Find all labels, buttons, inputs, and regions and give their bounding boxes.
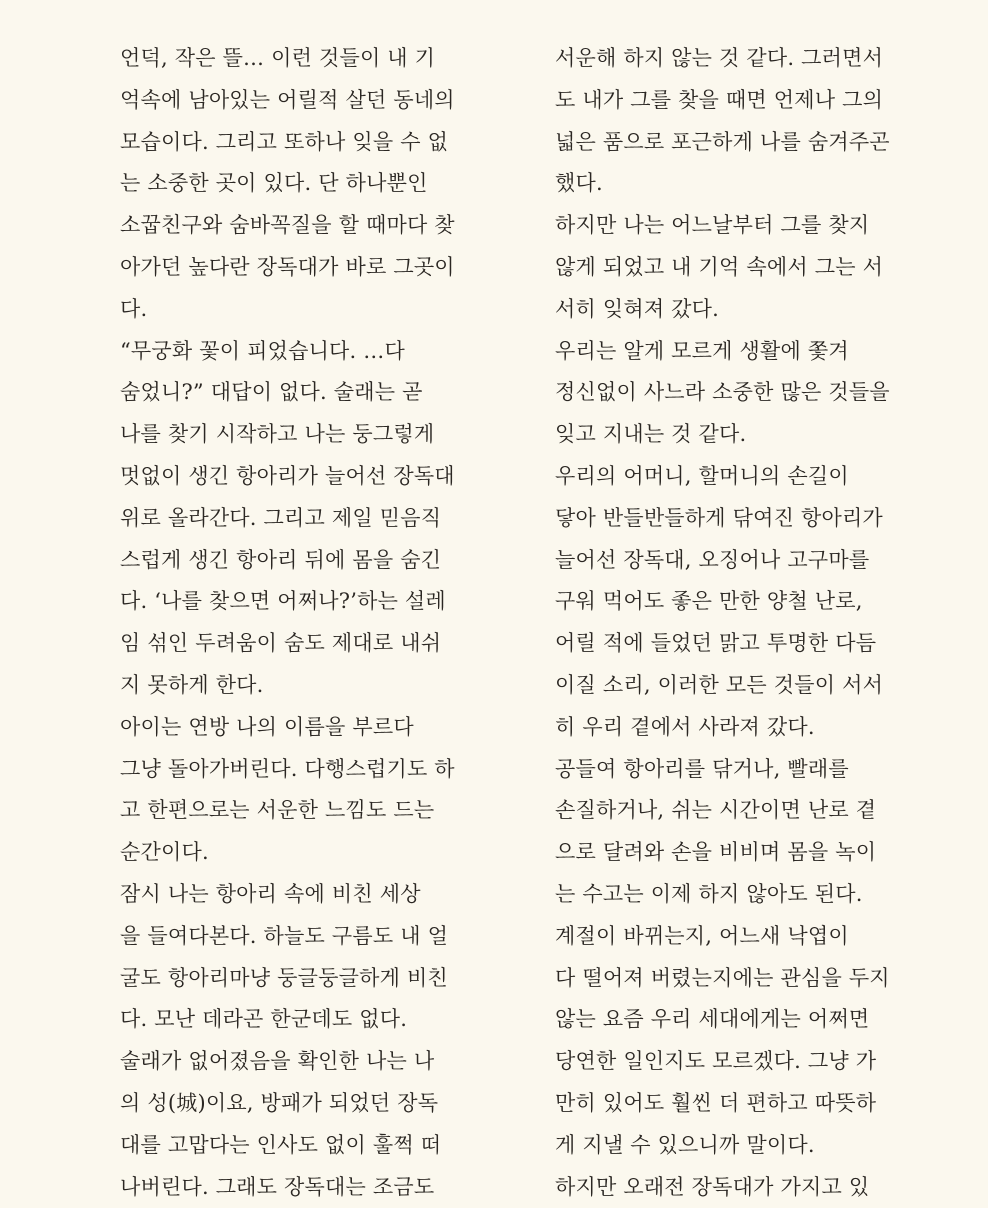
text-line: 나를 찾기 시작하고 나는 둥그렇게 <box>120 422 435 447</box>
text-line: 정신없이 사느라 소중한 많은 것들을 <box>555 380 890 405</box>
text-line: 손질하거나, 쉬는 시간이면 난로 곁 <box>555 798 877 823</box>
text-line: 소꿉친구와 숨바꼭질을 할 때마다 찾 <box>120 213 455 238</box>
text-line: 않게 되었고 내 기억 속에서 그는 서 <box>555 254 884 279</box>
text-line: 우리의 어머니, 할머니의 손길이 <box>555 463 849 488</box>
text-line: 구워 먹어도 좋은 만한 양철 난로, <box>555 589 863 614</box>
text-line: 아가던 높다란 장독대가 바로 그곳이 <box>120 254 455 279</box>
text-line: 으로 달려와 손을 비비며 몸을 녹이 <box>555 840 877 865</box>
text-line: 닿아 반들반들하게 닦여진 항아리가 <box>555 505 883 530</box>
text-line: 당연한 일인지도 모르겠다. 그냥 가 <box>555 1049 877 1074</box>
text-line: 다 떨어져 버렸는지에는 관심을 두지 <box>555 965 890 990</box>
text-line: 언덕, 작은 뜰… 이런 것들이 내 기 <box>120 46 436 70</box>
text-line: 서운해 하지 않는 것 같다. 그러면서 <box>555 46 884 70</box>
text-line: 어릴 적에 들었던 맑고 투명한 다듬 <box>555 631 877 656</box>
text-line: 는 소중한 곳이 있다. 단 하나뿐인 <box>120 171 428 196</box>
text-line: 만히 있어도 훨씬 더 편하고 따뜻하 <box>555 1090 877 1115</box>
text-line: 우리는 알게 모르게 생활에 쫓겨 <box>555 338 849 363</box>
text-line: 도 내가 그를 찾을 때면 언제나 그의 <box>555 87 884 112</box>
text-line: 스럽게 생긴 항아리 뒤에 몸을 숨긴 <box>120 547 442 572</box>
text-line: 하지만 나는 어느날부터 그를 찾지 <box>555 213 870 238</box>
text-line: 서히 잊혀져 갔다. <box>555 296 720 321</box>
text-line: 이질 소리, 이러한 모든 것들이 서서 <box>555 672 884 697</box>
text-line: 멋없이 생긴 항아리가 늘어선 장독대 <box>120 463 455 488</box>
text-line: 계절이 바뀌는지, 어느새 낙엽이 <box>555 923 849 948</box>
text-line: 다. <box>120 296 148 321</box>
text-line: 지 못하게 한다. <box>120 672 264 697</box>
text-line: 늘어선 장독대, 오징어나 고구마를 <box>555 547 870 572</box>
text-line: 술래가 없어졌음을 확인한 나는 나 <box>120 1049 435 1074</box>
text-line: 그냥 돌아가버린다. 다행스럽기도 하 <box>120 756 455 781</box>
text-line: 고 한편으로는 서운한 느낌도 드는 <box>120 798 435 823</box>
text-line: 대를 고맙다는 인사도 없이 훌쩍 떠 <box>120 1132 442 1157</box>
text-line: 나버린다. 그래도 장독대는 조금도 <box>120 1174 435 1199</box>
text-line: “무궁화 꽃이 피었습니다. …다 <box>120 338 405 363</box>
text-line: 임 섞인 두려움이 숨도 제대로 내쉬 <box>120 631 442 656</box>
text-line: 공들여 항아리를 닦거나, 빨래를 <box>555 756 849 781</box>
left-text-column <box>120 38 492 1208</box>
text-line: 했다. <box>555 171 603 196</box>
text-line: 다. ‘나를 찾으면 어쩌나?’하는 설레 <box>120 589 446 614</box>
text-line: 잊고 지내는 것 같다. <box>555 422 747 447</box>
text-line: 히 우리 곁에서 사라져 갔다. <box>555 714 815 739</box>
text-line: 위로 올라간다. 그리고 제일 믿음직 <box>120 505 442 530</box>
text-line: 잠시 나는 항아리 속에 비친 세상 <box>120 881 421 906</box>
text-line: 넓은 품으로 포근하게 나를 숨겨주곤 <box>555 129 890 154</box>
text-line: 의 성(城)이요, 방패가 되었던 장독 <box>120 1090 439 1115</box>
text-line: 숨었니?” 대답이 없다. 술래는 곧 <box>120 380 423 405</box>
text-line: 게 지낼 수 있으니까 말이다. <box>555 1132 815 1157</box>
text-line: 을 들여다본다. 하늘도 구름도 내 얼 <box>120 923 449 948</box>
text-line: 굴도 항아리마냥 둥글둥글하게 비친 <box>120 965 448 990</box>
right-text-column <box>555 38 927 1208</box>
text-line: 는 수고는 이제 하지 않아도 된다. <box>555 881 863 906</box>
text-line: 모습이다. 그리고 또하나 잊을 수 없 <box>120 129 449 154</box>
text-line: 않는 요즘 우리 세대에게는 어쩌면 <box>555 1007 870 1032</box>
text-line: 순간이다. <box>120 840 209 865</box>
text-line: 억속에 남아있는 어릴적 살던 동네의 <box>120 87 455 112</box>
text-line: 하지만 오래전 장독대가 가지고 있 <box>555 1174 870 1199</box>
text-line: 아이는 연방 나의 이름을 부르다 <box>120 714 414 739</box>
text-line: 다. 모난 데라곤 한군데도 없다. <box>120 1007 408 1032</box>
